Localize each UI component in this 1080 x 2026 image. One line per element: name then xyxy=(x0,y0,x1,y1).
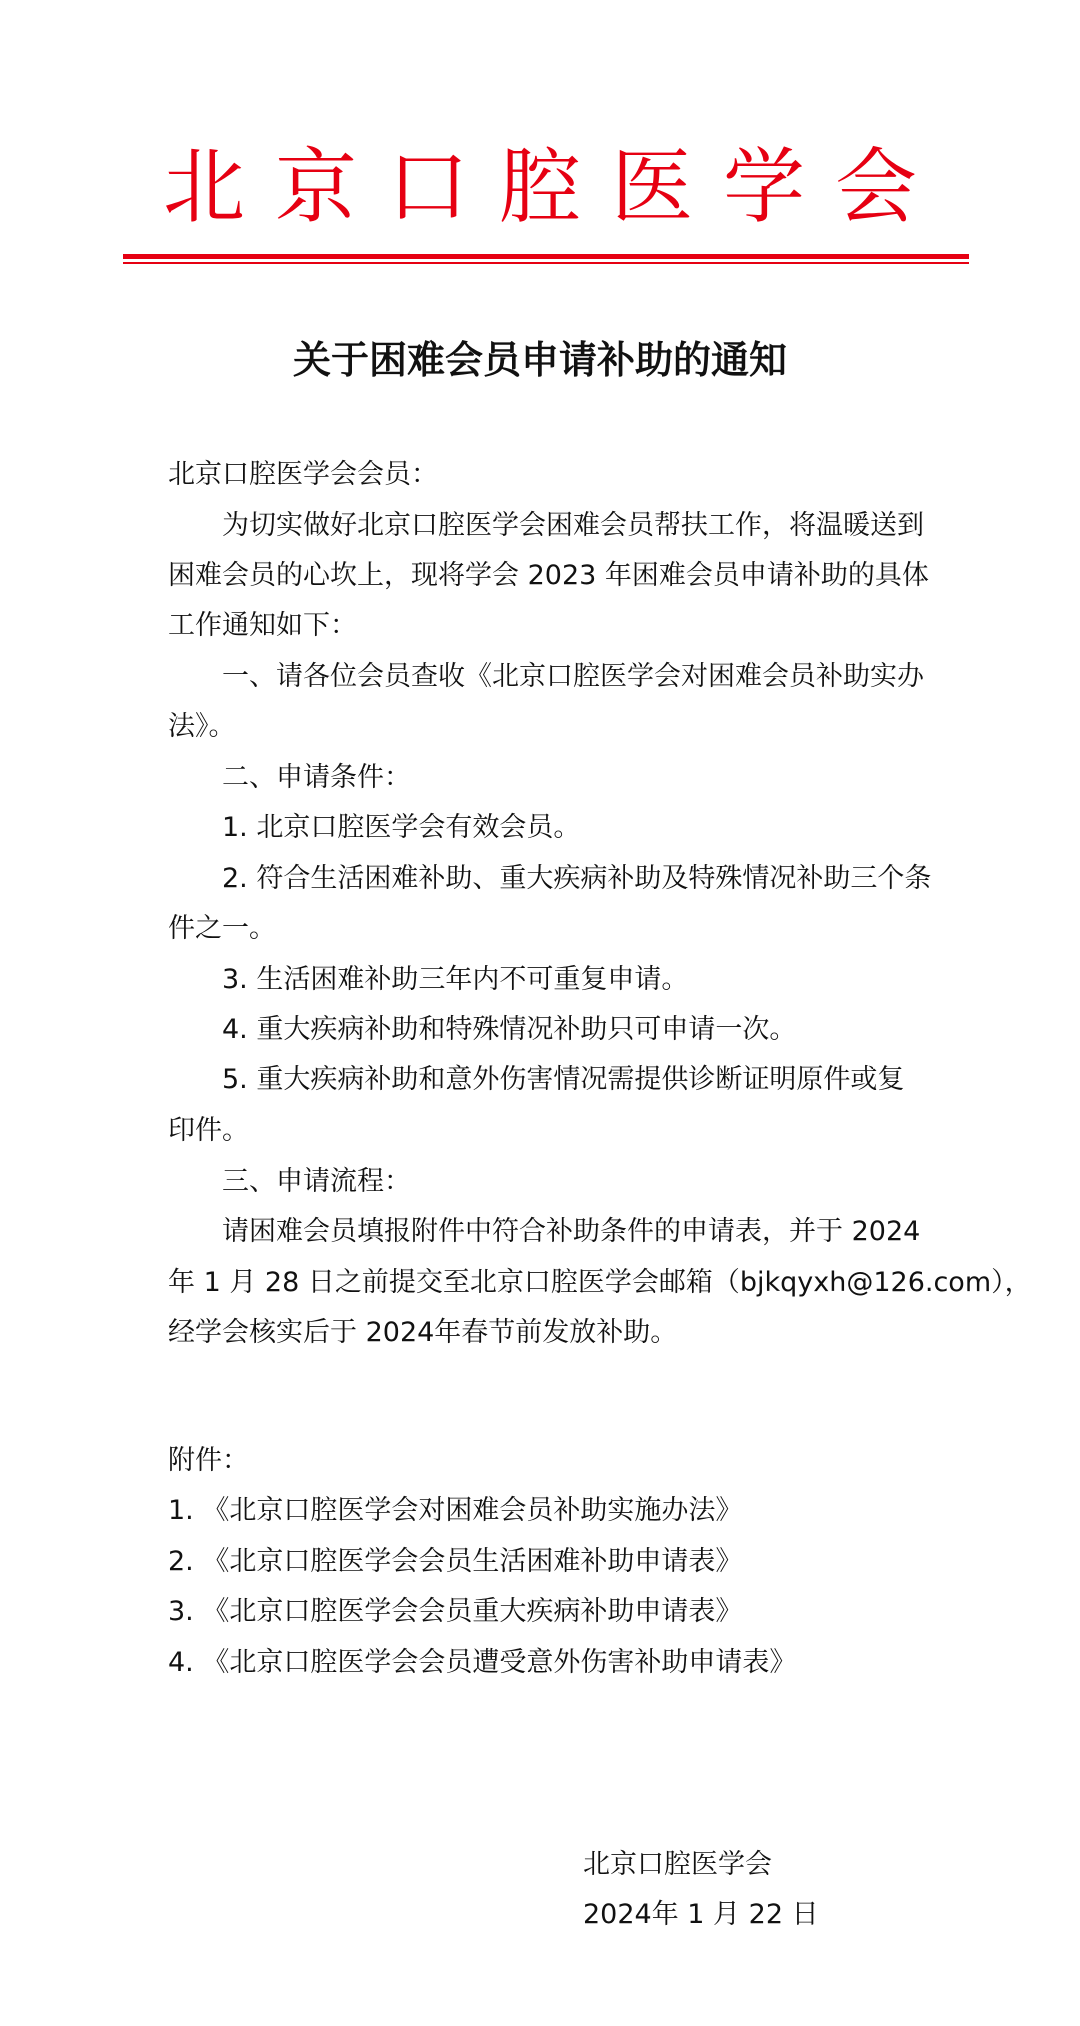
body-line: 年 1 月 28 日之前提交至北京口腔医学会邮箱（bjkqyxh@126.com）， xyxy=(168,1267,1032,1298)
signature-org: 北京口腔医学会 xyxy=(583,1849,772,1880)
letterhead-org-name: 北京口腔医学会 xyxy=(162,142,947,233)
attachments-label: 附件： xyxy=(168,1445,249,1476)
body-line: 请困难会员填报附件中符合补助条件的申请表，并于 2024 xyxy=(222,1216,921,1247)
body-line: 工作通知如下： xyxy=(168,610,357,641)
condition-item: 5. 重大疾病补助和意外伤害情况需提供诊断证明原件或复 xyxy=(222,1064,905,1095)
attachment-item: 4. 《北京口腔医学会会员遭受意外伤害补助申请表》 xyxy=(168,1647,797,1678)
section-heading: 二、申请条件： xyxy=(222,762,411,793)
body-line: 件之一。 xyxy=(168,913,276,944)
condition-item: 2. 符合生活困难补助、重大疾病补助及特殊情况补助三个条 xyxy=(222,863,932,894)
body-line: 为切实做好北京口腔医学会困难会员帮扶工作，将温暖送到 xyxy=(222,510,924,541)
signature-date: 2024年 1 月 22 日 xyxy=(583,1899,819,1930)
attachment-item: 1. 《北京口腔医学会对困难会员补助实施办法》 xyxy=(168,1495,743,1526)
body-line: 困难会员的心坎上，现将学会 2023 年困难会员申请补助的具体 xyxy=(168,560,929,591)
body-line: 经学会核实后于 2024年春节前发放补助。 xyxy=(168,1317,678,1348)
letterhead-rule-thin xyxy=(123,262,969,264)
condition-item: 4. 重大疾病补助和特殊情况补助只可申请一次。 xyxy=(222,1014,797,1045)
condition-item: 3. 生活困难补助三年内不可重复申请。 xyxy=(222,964,689,995)
body-line: 一、请各位会员查收《北京口腔医学会对困难会员补助实办 xyxy=(222,661,924,692)
body-line: 法》。 xyxy=(168,711,236,742)
section-heading: 三、申请流程： xyxy=(222,1166,411,1197)
letterhead-rule-thick xyxy=(123,254,969,259)
document-title: 关于困难会员申请补助的通知 xyxy=(292,338,787,382)
attachment-item: 3. 《北京口腔医学会会员重大疾病补助申请表》 xyxy=(168,1596,743,1627)
salutation: 北京口腔医学会会员： xyxy=(168,459,438,490)
body-line: 印件。 xyxy=(168,1115,249,1146)
attachment-item: 2. 《北京口腔医学会会员生活困难补助申请表》 xyxy=(168,1546,743,1577)
condition-item: 1. 北京口腔医学会有效会员。 xyxy=(222,812,581,843)
